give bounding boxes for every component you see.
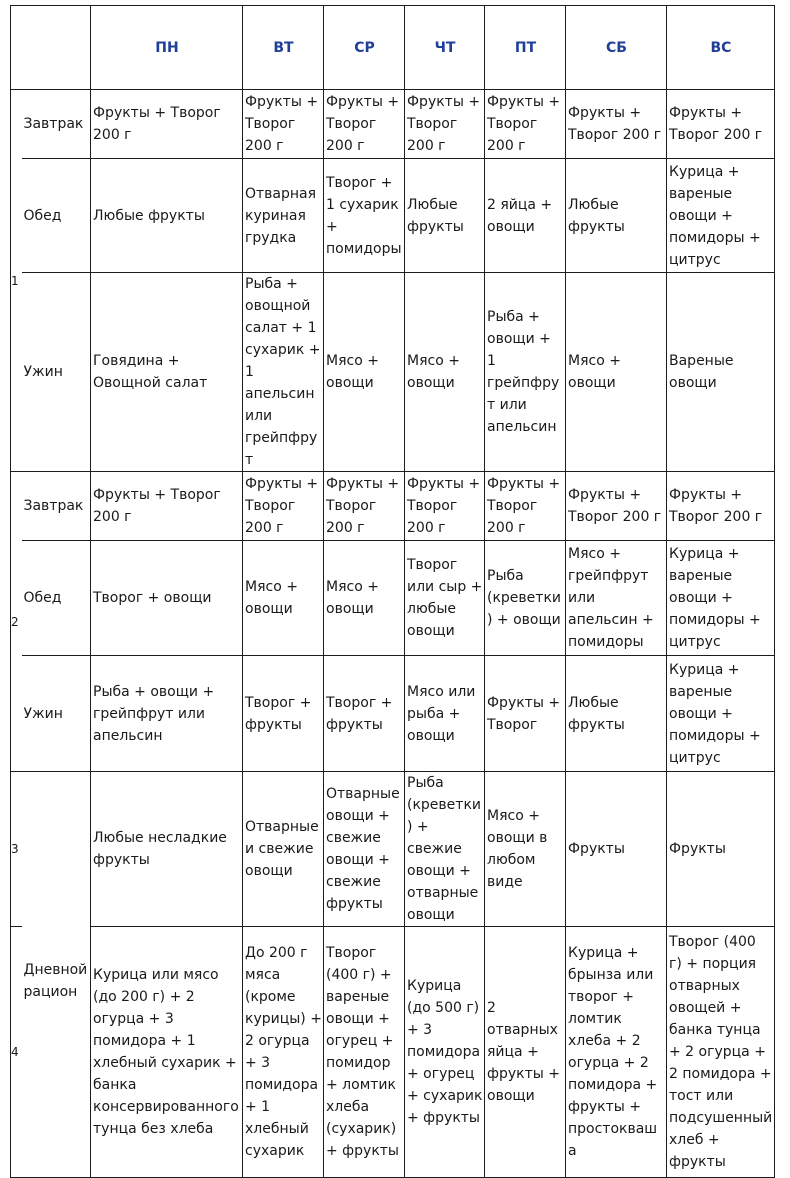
- menu-cell: Отварные овощи + свежие овощи + свежие фрукты: [324, 772, 405, 927]
- table-row: [11, 541, 775, 656]
- diet-menu-table: [10, 5, 775, 1178]
- table-row: [11, 159, 775, 273]
- menu-cell: Рыба + овощи + грейпфрут или апельсин: [91, 656, 243, 772]
- menu-cell: Мясо + овощи: [324, 273, 405, 472]
- menu-cell: Курица + брынза или творог + ломтик хлеба + 2 огурца + 2 помидора + фрукты + простоквашa: [566, 927, 667, 1178]
- table-row: [11, 927, 775, 1178]
- meal-label: Обед: [22, 159, 91, 273]
- meal-label: [22, 772, 91, 927]
- menu-cell: Рыба (креветки) + свежие овощи + отварные овощи: [405, 772, 485, 927]
- menu-cell: Фрукты: [566, 772, 667, 927]
- menu-cell: Фрукты + Творог 200 г: [405, 90, 485, 159]
- menu-cell: Мясо + овощи: [324, 541, 405, 656]
- menu-cell: Отварная куриная грудка: [243, 159, 324, 273]
- meal-label: Ужин: [22, 656, 91, 772]
- menu-cell: Фрукты + Творог 200 г: [324, 90, 405, 159]
- menu-cell: Фрукты + Творог 200 г: [91, 90, 243, 159]
- menu-cell: Фрукты + Творог 200 г: [566, 472, 667, 541]
- menu-cell: Рыба + овощной салат + 1 сухарик + 1 апельсин или грейпфрут: [243, 273, 324, 472]
- menu-cell: Фрукты + Творог 200 г: [91, 472, 243, 541]
- menu-cell: Вареные овощи: [667, 273, 775, 472]
- menu-cell: Курица или мясо (до 200 г) + 2 огурца + 3 помидора + 1 хлебный сухарик + банка консервированного тунца без хлеба: [91, 927, 243, 1178]
- menu-cell: Фрукты + Творог 200 г: [405, 472, 485, 541]
- meal-label: Завтрак: [22, 90, 91, 159]
- table-row: [11, 772, 775, 927]
- meal-label: Ужин: [22, 273, 91, 472]
- menu-cell: Говядина + Овощной салат: [91, 273, 243, 472]
- menu-cell: Отварные и свежие овощи: [243, 772, 324, 927]
- week-number: 1: [11, 90, 22, 472]
- menu-cell: Фрукты + Творог 200 г: [324, 472, 405, 541]
- day-header: ПН: [91, 6, 243, 90]
- day-header: ВС: [667, 6, 775, 90]
- menu-cell: Творог или сыр + любые овощи: [405, 541, 485, 656]
- menu-cell: Курица + вареные овощи + помидоры + цитрус: [667, 541, 775, 656]
- menu-cell: Мясо + овощи в любом виде: [485, 772, 566, 927]
- meal-label: Завтрак: [22, 472, 91, 541]
- menu-cell: Любые фрукты: [91, 159, 243, 273]
- menu-cell: Творог + фрукты: [243, 656, 324, 772]
- week-number: 4: [11, 927, 22, 1178]
- menu-cell: Фрукты + Творог 200 г: [667, 472, 775, 541]
- menu-cell: 2 яйца + овощи: [485, 159, 566, 273]
- menu-cell: Фрукты + Творог 200 г: [566, 90, 667, 159]
- menu-cell: Мясо + овощи: [566, 273, 667, 472]
- meal-label: Дневной рацион: [22, 927, 91, 1178]
- table-row: [11, 656, 775, 772]
- day-header: ВТ: [243, 6, 324, 90]
- menu-cell: Мясо или рыба + овощи: [405, 656, 485, 772]
- table-row: [11, 472, 775, 541]
- corner-cell: [11, 6, 91, 90]
- week-number: 3: [11, 772, 22, 927]
- menu-cell: Рыба + овощи + 1 грейпфрут или апельсин: [485, 273, 566, 472]
- menu-cell: Мясо + овощи: [405, 273, 485, 472]
- day-header: ПТ: [485, 6, 566, 90]
- menu-cell: Фрукты + Творог: [485, 656, 566, 772]
- day-header: СБ: [566, 6, 667, 90]
- menu-cell: Творог + овощи: [91, 541, 243, 656]
- menu-cell: Курица + вареные овощи + помидоры + цитрус: [667, 159, 775, 273]
- menu-cell: Курица + вареные овощи + помидоры + цитрус: [667, 656, 775, 772]
- menu-cell: Творог (400 г) + порция отварных овощей + банка тунца + 2 огурца + 2 помидора + тост или подсушенный хлеб + фрукты: [667, 927, 775, 1178]
- menu-cell: Творог + 1 сухарик + помидоры: [324, 159, 405, 273]
- menu-cell: Мясо + грейпфрут или апельсин + помидоры: [566, 541, 667, 656]
- menu-cell: Фрукты + Творог 200 г: [667, 90, 775, 159]
- meal-label: Обед: [22, 541, 91, 656]
- menu-cell: 2 отварных яйца + фрукты + овощи: [485, 927, 566, 1178]
- menu-cell: Любые несладкие фрукты: [91, 772, 243, 927]
- menu-cell: Фрукты + Творог 200 г: [243, 90, 324, 159]
- table-row: [11, 273, 775, 472]
- menu-cell: Фрукты + Творог 200 г: [485, 472, 566, 541]
- menu-cell: Любые фрукты: [405, 159, 485, 273]
- menu-cell: Рыба (креветки) + овощи: [485, 541, 566, 656]
- table-row: [11, 90, 775, 159]
- menu-cell: Фрукты + Творог 200 г: [243, 472, 324, 541]
- header-row: [11, 6, 775, 90]
- menu-cell: Курица (до 500 г) + 3 помидора + огурец + сухарик + фрукты: [405, 927, 485, 1178]
- menu-cell: Фрукты + Творог 200 г: [485, 90, 566, 159]
- menu-cell: До 200 г мяса (кроме курицы) + 2 огурца + 3 помидора + 1 хлебный сухарик: [243, 927, 324, 1178]
- menu-cell: Любые фрукты: [566, 159, 667, 273]
- menu-cell: Мясо + овощи: [243, 541, 324, 656]
- menu-cell: Фрукты: [667, 772, 775, 927]
- day-header: СР: [324, 6, 405, 90]
- week-number: 2: [11, 472, 22, 772]
- menu-cell: Творог (400 г) + вареные овощи + огурец + помидор + ломтик хлеба (сухарик) + фрукты: [324, 927, 405, 1178]
- day-header: ЧТ: [405, 6, 485, 90]
- menu-cell: Творог + фрукты: [324, 656, 405, 772]
- menu-cell: Любые фрукты: [566, 656, 667, 772]
